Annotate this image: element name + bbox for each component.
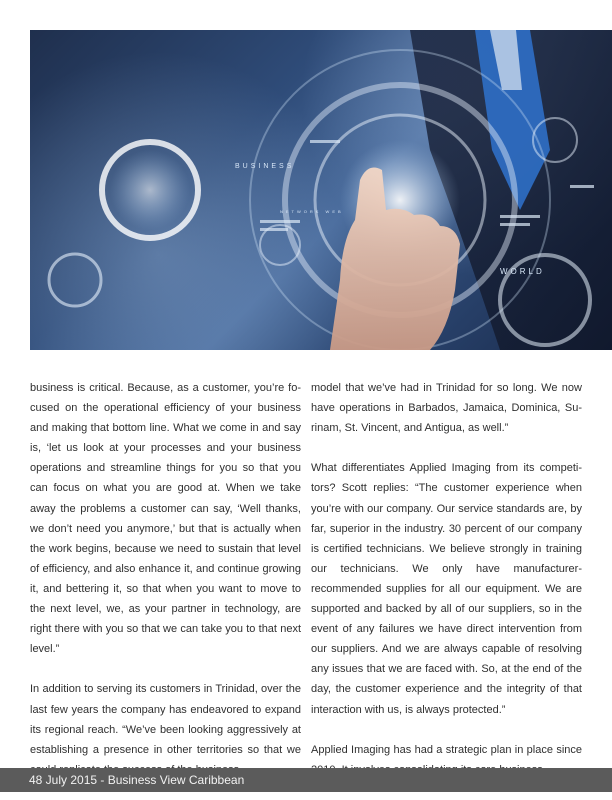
hero-word-business: BUSINESS xyxy=(235,163,295,170)
footer-text: 48 July 2015 - Business View Caribbean xyxy=(29,773,245,787)
hero-word-network: NETWORK WEB xyxy=(280,209,344,214)
article-column-right xyxy=(311,378,582,800)
article-paragraph: model that we’ve had in Trinidad for so long. We now have operations in Barbados, Jamaica, Dominica, Surinam, St. Vincent, and Antigua, as well.” xyxy=(311,382,582,435)
article-column-left xyxy=(30,378,301,800)
article-paragraph: In addition to serving its customers in Trinidad, over the last few years the company has endeavored to expand its regional reach. “We’ve been looking aggressively at establishing a presence in other territories so that we xyxy=(30,683,301,756)
hero-word-world: WORLD xyxy=(500,267,545,276)
hero-image xyxy=(30,30,612,350)
article-paragraph: business is critical. Because, as a customer, you’re focused on the operational efficiency of your business and making that bottom line. What we come in and say is, ‘let us look at your processes and your business operations and streamline things for you so that you can focus on what you are good at. When we take away the problems a customer can say, ‘Well thanks, we don’t need you anymore,’ but that is actually when the work begins, because we need to sustain that level of efficiency, and also enhance it, and continue growing it, and bettering it, so that when you want to move to the next level, we, as your partner in technology, are right there with you so that we can take you to that next level.” xyxy=(30,382,301,656)
article-paragraph: What differentiates Applied Imaging from its competitors? Scott replies: “The customer experience when you’re with our company. Our service standards are, by far, superior in the industry. 30 percent of our company is certified technicians. We believe strongly in training our technicians. We only have manufacturer-recommended supplies for all our equipment. We are supported and backed by all of our suppliers, so in the event of any failures we have direct intervention from our suppliers. And we are always capable of resolving any issues that we are faced with. So, at the end of the day, the customer experience and the integrity of that interaction with us, is always protected.” xyxy=(311,462,582,716)
hero-illustration xyxy=(30,30,612,350)
article-paragraph: Applied Imaging has had a strategic plan in place since xyxy=(311,743,582,756)
page-footer xyxy=(0,768,612,792)
